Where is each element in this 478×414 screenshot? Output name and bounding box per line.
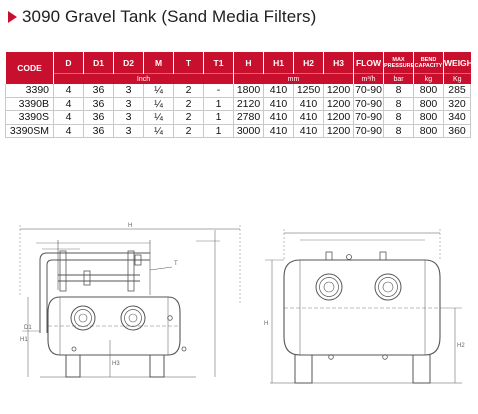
left-saddle-b	[150, 355, 164, 377]
left-flange-b	[121, 306, 145, 330]
technical-drawing	[0, 215, 474, 414]
title-triangle-icon	[8, 11, 17, 23]
unit-mm: mm	[234, 74, 354, 85]
right-top-vent	[347, 255, 352, 260]
table-cell: ¼	[144, 124, 174, 138]
table-cell: 1	[204, 124, 234, 138]
unit-inch: Inch	[54, 74, 234, 85]
unit-row	[6, 74, 471, 85]
right-top-stub-b	[380, 252, 386, 260]
spec-table	[5, 52, 478, 138]
col-m: M	[144, 52, 174, 74]
table-cell: 4	[54, 84, 84, 97]
unit-bend: kg	[414, 74, 444, 85]
table-cell: 8	[384, 111, 414, 125]
table-cell: 800	[414, 84, 444, 97]
table-cell: 410	[264, 97, 294, 111]
table-cell: 36	[84, 124, 114, 138]
left-drain-port-a	[72, 347, 76, 351]
table-cell: 1200	[324, 124, 354, 138]
table-cell: 70-90	[355, 124, 382, 137]
table-cell: 800	[414, 97, 444, 111]
table-cell: 1	[204, 111, 234, 125]
col-code: CODE	[6, 52, 54, 84]
col-h: H	[234, 52, 264, 74]
col-t1: T1	[204, 52, 234, 74]
table-cell: 2	[174, 97, 204, 111]
table-cell: 4	[54, 97, 84, 111]
unit-pressure: bar	[384, 74, 414, 85]
table-cell: 410	[264, 84, 294, 97]
left-valve-c	[128, 251, 134, 291]
table-cell: 4	[54, 124, 84, 138]
left-flange-a	[71, 306, 95, 330]
cell-code: 3390	[6, 84, 54, 97]
col-max-pressure: MAX PRESSURE	[384, 52, 414, 74]
table-cell: 2	[174, 111, 204, 125]
table-cell: 3000	[234, 124, 264, 138]
table-cell: 800	[414, 111, 444, 125]
table-cell: 1200	[324, 84, 354, 97]
left-overall-label: H	[128, 223, 133, 229]
right-h-label: H	[264, 321, 269, 327]
right-flange-b	[375, 274, 401, 300]
left-h3-label: H3	[112, 361, 120, 367]
left-valve-a	[60, 251, 66, 291]
unit-weight: Kg	[444, 74, 471, 85]
col-d1: D1	[84, 52, 114, 74]
table-cell: 8	[384, 97, 414, 111]
table-cell: ¼	[144, 111, 174, 125]
spec-table-body	[6, 84, 471, 138]
left-d1-label: D1	[24, 325, 32, 331]
drawing-svg	[0, 215, 474, 414]
col-t: T	[174, 52, 204, 74]
right-h2-label: H2	[457, 343, 465, 349]
col-weight: WEIGHT	[444, 52, 471, 74]
table-row	[6, 124, 471, 138]
table-cell: 4	[54, 111, 84, 125]
table-cell: 1200	[324, 111, 354, 125]
table-cell: 800	[414, 124, 444, 138]
cell-code: 3390B	[6, 97, 54, 111]
right-tank-body	[284, 260, 440, 355]
table-cell: ¼	[144, 84, 174, 97]
spec-table-head	[6, 52, 478, 84]
left-drain-port-b	[182, 347, 186, 351]
table-cell: 3	[114, 84, 144, 97]
col-h2: H2	[294, 52, 324, 74]
table-cell: 3	[114, 97, 144, 111]
col-bend-capacity: BEND CAPACITY	[414, 52, 444, 74]
right-saddle-b	[413, 355, 430, 383]
table-cell: 70-90	[355, 84, 382, 97]
table-cell: 320	[444, 97, 471, 111]
left-saddle-a	[66, 355, 80, 377]
table-cell: 70-90	[355, 111, 382, 124]
table-cell: 2	[174, 84, 204, 97]
right-tank-view	[265, 229, 462, 383]
right-top-stub-a	[326, 252, 332, 260]
table-cell: 2780	[234, 111, 264, 125]
col-h3: H3	[324, 52, 354, 74]
table-cell: 410	[264, 111, 294, 125]
table-cell: 2	[174, 124, 204, 138]
table-cell: 360	[444, 124, 471, 138]
left-t-label: T	[174, 261, 178, 267]
table-cell: 36	[84, 84, 114, 97]
left-valve-b	[84, 271, 90, 285]
cell-code: 3390S	[6, 111, 54, 125]
title-row	[8, 5, 316, 29]
table-cell: 410	[264, 124, 294, 138]
col-d: D	[54, 52, 84, 74]
table-row	[6, 97, 471, 111]
cell-code: 3390SM	[6, 124, 54, 138]
table-cell: 8	[384, 84, 414, 97]
table-cell: 3	[114, 111, 144, 125]
table-row	[6, 111, 471, 125]
table-cell: 1800	[234, 84, 264, 97]
unit-flow: m³/h	[354, 74, 384, 85]
table-cell: 340	[444, 111, 471, 125]
page-title: 3090 Gravel Tank (Sand Media Filters)	[22, 7, 317, 26]
left-tank-view	[20, 225, 240, 377]
table-cell: 36	[84, 111, 114, 125]
table-cell: 410	[294, 111, 324, 125]
table-cell: 2120	[234, 97, 264, 111]
table-cell: ¼	[144, 97, 174, 111]
table-cell: 3	[114, 124, 144, 138]
col-d2: D2	[114, 52, 144, 74]
right-saddle-a	[295, 355, 312, 383]
table-cell: 1200	[324, 97, 354, 111]
table-cell: 70-90	[355, 97, 382, 110]
col-h1: H1	[264, 52, 294, 74]
table-cell: 410	[294, 124, 324, 138]
header-row	[6, 52, 471, 74]
left-h1-label: H1	[20, 337, 28, 343]
table-cell: 285	[444, 84, 471, 97]
table-cell: 410	[294, 97, 324, 111]
left-side-port	[168, 316, 173, 321]
table-cell: 8	[384, 124, 414, 138]
table-cell: 1250	[294, 84, 324, 97]
left-leader-line	[150, 267, 172, 270]
table-cell: 1	[204, 97, 234, 111]
col-flow: FLOW	[354, 52, 384, 74]
table-cell: 36	[84, 97, 114, 111]
table-row	[6, 84, 471, 97]
table-cell: -	[204, 84, 234, 97]
right-flange-a	[316, 274, 342, 300]
